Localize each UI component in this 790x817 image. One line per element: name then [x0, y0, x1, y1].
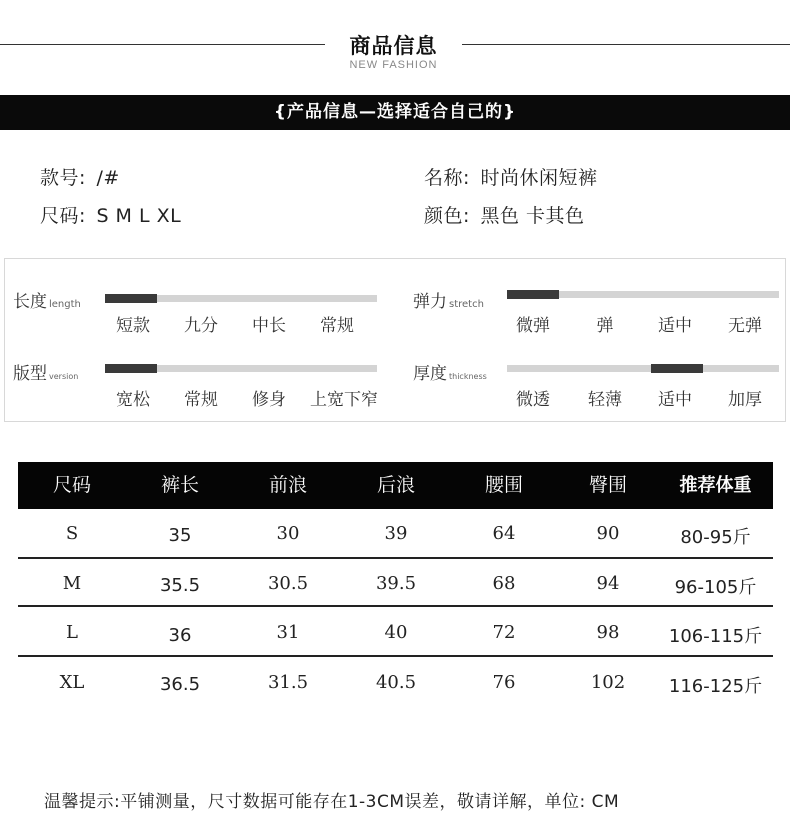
- attr-stretch-option: 微弹: [516, 316, 550, 336]
- attr-thickness-label: 厚度 thickness: [413, 364, 487, 384]
- attr-length-option: 短款: [116, 316, 150, 336]
- measurement-tip: 温馨提示:平铺测量，尺寸数据可能存在1-3CM误差，敬请详解，单位: CM: [44, 792, 620, 812]
- table-cell: 30: [276, 523, 300, 544]
- product-name-value: 时尚休闲短裤: [480, 167, 598, 189]
- attr-version-label: 版型 version: [13, 364, 79, 384]
- column-header: 裤长: [160, 474, 199, 496]
- product-name: [424, 163, 597, 190]
- section-title: 商品信息: [349, 34, 438, 58]
- table-cell: 40.5: [375, 672, 417, 693]
- table-cell: 76: [492, 672, 516, 693]
- table-cell: 90: [596, 523, 620, 544]
- style-number: [40, 163, 120, 190]
- column-header: 后浪: [376, 474, 415, 496]
- table-cell: 102: [590, 672, 626, 693]
- table-cell: 36.5: [159, 674, 201, 695]
- attr-stretch-option: 适中: [658, 316, 692, 336]
- table-cell: 96-105斤: [674, 577, 757, 598]
- attr-length-label: 长度 length: [13, 292, 81, 312]
- attr-thickness-marker: [651, 364, 703, 373]
- column-header: 推荐体重: [679, 475, 752, 496]
- attr-stretch-marker: [507, 290, 559, 299]
- column-header: 臀围: [588, 474, 627, 496]
- attr-stretch-option: 无弹: [728, 316, 762, 336]
- attr-version-option: 宽松: [116, 390, 150, 410]
- section-subtitle: NEW FASHION: [349, 59, 438, 71]
- column-header: 腰围: [484, 474, 523, 496]
- product-name-key: 名称:: [424, 167, 470, 189]
- attr-version-marker: [105, 364, 157, 373]
- table-cell: XL: [59, 672, 85, 693]
- attribute-panel: [4, 258, 786, 422]
- attr-length-option: 中长: [252, 316, 286, 336]
- table-cell: 106-115斤: [668, 626, 763, 647]
- table-cell: 40: [384, 622, 408, 643]
- attr-stretch-option: 弹: [596, 316, 614, 336]
- table-cell: 35: [168, 525, 192, 546]
- table-cell: S: [65, 523, 79, 544]
- attr-length-option: 常规: [320, 316, 354, 336]
- table-cell: 94: [596, 573, 620, 594]
- table-cell: 35.5: [159, 575, 201, 596]
- size-list-value: S M L XL: [96, 205, 182, 227]
- attr-version-option: 修身: [252, 390, 286, 410]
- size-list-key: 尺码:: [40, 205, 86, 227]
- table-cell: 30.5: [267, 573, 309, 594]
- table-cell: 116-125斤: [668, 676, 763, 697]
- color-list: [424, 201, 585, 228]
- attr-thickness-option: 轻薄: [588, 390, 622, 410]
- table-cell: 64: [492, 523, 516, 544]
- color-list-key: 颜色:: [424, 205, 470, 227]
- header-divider-left: [0, 44, 325, 45]
- table-cell: 98: [596, 622, 620, 643]
- attr-length-marker: [105, 294, 157, 303]
- row-divider: [18, 655, 773, 657]
- style-number-key: 款号:: [40, 167, 86, 189]
- table-cell: 39.5: [375, 573, 417, 594]
- table-cell: 39: [384, 523, 408, 544]
- style-number-value: /#: [96, 167, 120, 189]
- size-list: [40, 201, 181, 228]
- row-divider: [18, 605, 773, 607]
- info-banner: {产品信息—选择适合自己的}: [0, 95, 790, 130]
- attr-version-option: 上宽下窄: [310, 390, 378, 410]
- table-cell: M: [62, 573, 82, 594]
- color-list-value: 黑色 卡其色: [480, 205, 585, 227]
- table-cell: 72: [492, 622, 516, 643]
- table-cell: 80-95斤: [680, 527, 751, 548]
- table-cell: 68: [492, 573, 516, 594]
- row-divider: [18, 557, 773, 559]
- column-header: 尺码: [52, 474, 91, 496]
- attr-version-option: 常规: [184, 390, 218, 410]
- size-table-header: [18, 462, 773, 509]
- attr-length-option: 九分: [184, 316, 218, 336]
- attr-thickness-option: 加厚: [728, 390, 762, 410]
- attr-stretch-label: 弹力 stretch: [413, 292, 484, 312]
- attr-thickness-option: 微透: [516, 390, 550, 410]
- attr-thickness-track: [507, 365, 779, 372]
- column-header: 前浪: [268, 474, 307, 496]
- table-cell: 36: [168, 625, 192, 646]
- table-cell: 31: [276, 622, 300, 643]
- table-cell: 31.5: [267, 672, 309, 693]
- table-cell: L: [66, 622, 78, 643]
- header-divider-right: [462, 44, 790, 45]
- attr-thickness-option: 适中: [658, 390, 692, 410]
